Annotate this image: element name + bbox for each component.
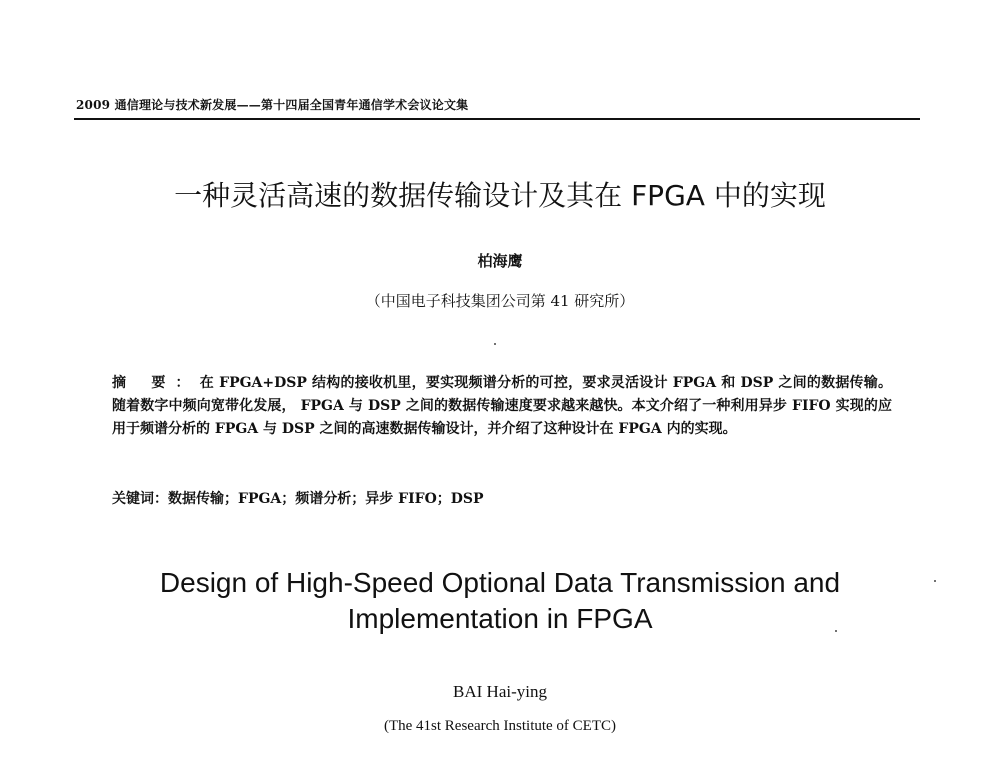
author-chinese: 柏海鹰 [477, 252, 523, 270]
header-rule [74, 118, 920, 120]
keywords-label: 关键词： [112, 491, 168, 507]
scan-speck [835, 630, 837, 632]
scan-speck [494, 343, 496, 345]
abstract-chinese [112, 372, 892, 441]
title-english-line-1: Design of High-Speed Optional Data Transmission and [159, 567, 841, 598]
keywords-text: 数据传输；FPGA；频谱分析；异步 FIFO；DSP [168, 491, 484, 507]
abstract-label: 摘 要： [112, 375, 200, 391]
title-english-line-2: Implementation in FPGA [347, 603, 653, 634]
keywords-chinese [112, 488, 892, 511]
affiliation-chinese: （中国电子科技集团公司第 41 研究所） [365, 292, 635, 310]
title-english [0, 565, 1000, 637]
running-header: 2009 通信理论与技术新发展——第十四届全国青年通信学术会议论文集 [76, 98, 469, 112]
title-chinese: 一种灵活高速的数据传输设计及其在 FPGA 中的实现 [174, 179, 826, 212]
affiliation-english: (The 41st Research Institute of CETC) [383, 718, 617, 734]
author-english: BAI Hai-ying [453, 682, 547, 701]
scan-speck [934, 580, 936, 582]
abstract-text: 在 FPGA+DSP 结构的接收机里，要实现频谱分析的可控，要求灵活设计 FPGA 和 DSP 之间的数据传输。随着数字中频向宽带化发展， FPGA 与 DSP 之间的数据传输速度要求越来越快。本文介绍了一种利用异步 FIFO 实现的应用于频谱分析的 FPGA 与 DSP 之间的高速数据传输设计，并介绍了这种设计在 FPGA 内的实现。 [112, 375, 893, 437]
